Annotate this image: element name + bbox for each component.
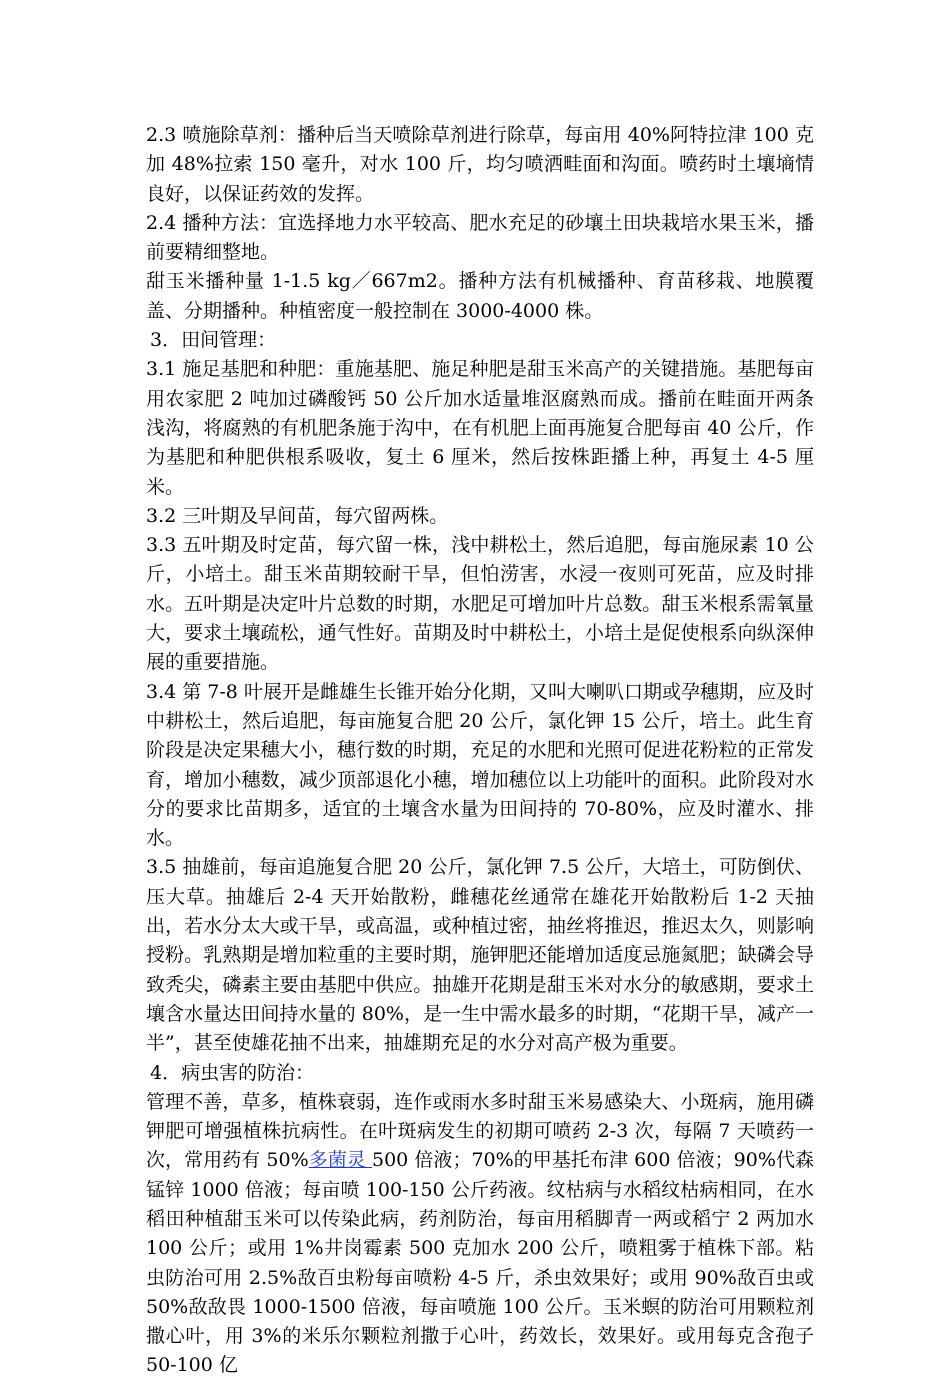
paragraph-five-leaf: 3.3 五叶期及时定苗，每穴留一株，浅中耕松土，然后追肥，每亩施尿素 10 公斤，小培土。甜玉米苗期较耐干旱，但怕涝害，水浸一夜则可死苗，应及时排水。五叶期是决定叶片总数的时期，水肥足可增加叶片总数。甜玉米根系需氧量大，要求土壤疏松，通气性好。苗期及时中耕松土，小培土是促使根系向纵深伸展的重要措施。 [146,534,814,674]
text-segment: 管理不善，草多，植株衰弱，连作或雨水多时甜玉米易感染大、小斑病，施用磷钾肥可增强植株抗病性。在叶斑病发生的初期可喷药 2-3 次，每隔 7 天喷药一次，常用药有 50% [146,1090,814,1172]
paragraph-seven-leaf: 3.4 第 7-8 叶展开是雌雄生长锥开始分化期，又叫大喇叭口期或孕穗期，应及时中耕松土，然后追肥，每亩施复合肥 20 公斤，氯化钾 15 公斤，培土。此生育阶段是决定果穗大小，穗行数的时期，充足的水肥和光照可促进花粉粒的正常发育，增加小穗数，减少顶部退化小穗，增加穗位以上功能叶的面积。此阶段对水分的要求比苗期多，适宜的土壤含水量为田间持的 70-80%，应及时灌水、排水。 [146,680,814,850]
paragraph-sowing-rate: 甜玉米播种量 1-1.5 kg／667m2。播种方法有机械播种、育苗移栽、地膜覆盖、分期播种。种植密度一般控制在 3000-4000 株。 [146,270,814,322]
document-body [146,121,814,1381]
paragraph-disease-control [146,1088,814,1381]
paragraph-sowing-method: 2.4 播种方法：宜选择地力水平较高、肥水充足的砂壤土田块栽培水果玉米，播前要精细整地。 [146,211,814,264]
paragraph-thinning: 3.2 三叶期及早间苗，每穴留两株。 [146,504,449,527]
carbendazim-link[interactable]: 多菌灵 [308,1149,372,1172]
text-segment: 500 倍液；70%的甲基托布津 600 倍液；90%代森锰锌 1000 倍液；每亩喷 100-150 公斤药液。纹枯病与水稻纹枯病相同，在水稻田种植甜玉米可以传染此病，药剂防治，每亩用稻脚青一两或稻宁 2 两加水 100 公斤；或用 1%井岗霉素 500 克加水 200 公斤，喷粗雾于植株下部。粘虫防治可用 2.5%敌百虫粉每亩喷粉 4-5 斤，杀虫效果好；或用 90%敌百虫或 50%敌敌畏 1000-1500 倍液，每亩喷施 100 公斤。玉米螟的防治可用颗粒剂撒心叶，用 3%的米乐尔颗粒剂撒于心叶，药效长，效果好。或用每克含孢子 50-100 亿 [146,1149,814,1377]
heading-field-management: 3．田间管理： [150,329,277,352]
heading-pest-control: 4．病虫害的防治： [150,1061,315,1084]
paragraph-herbicide: 2.3 喷施除草剂：播种后当天喷除草剂进行除草，每亩用 40%阿特拉津 100 克加 48%拉索 150 毫升，对水 100 斤，均匀喷洒畦面和沟面。喷药时土壤墒情良好，以保证药效的发挥。 [146,124,814,205]
paragraph-base-fertilizer: 3.1 施足基肥和种肥：重施基肥、施足种肥是甜玉米高产的关键措施。基肥每亩用农家肥 2 吨加过磷酸钙 50 公斤加水适量堆沤腐熟而成。播前在畦面开两条浅沟，将腐熟的有机肥条施于沟中，在有机肥上面再施复合肥每亩 40 公斤，作为基肥和种肥供根系吸收，复土 6 厘米，然后按株距播上种，再复土 4-5 厘米。 [146,358,814,498]
paragraph-tasseling: 3.5 抽雄前，每亩追施复合肥 20 公斤，氯化钾 7.5 公斤，大培土，可防倒伏、压大草。抽雄后 2-4 天开始散粉，雌穗花丝通常在雄花开始散粉后 1-2 天抽出，若水分太大或干旱，或高温，或种植过密，抽丝将推迟，推迟太久，则影响授粉。乳熟期是增加粒重的主要时期，施钾肥还能增加适度忌施氮肥；缺磷会导致秃尖，磷素主要由基肥中供应。抽雄开花期是甜玉米对水分的敏感期，要求土壤含水量达田间持水量的 80%，是一生中需水最多的时期，“花期干旱，减产一半”，甚至使雄花抽不出来，抽雄期充足的水分对高产极为重要。 [146,856,814,1055]
